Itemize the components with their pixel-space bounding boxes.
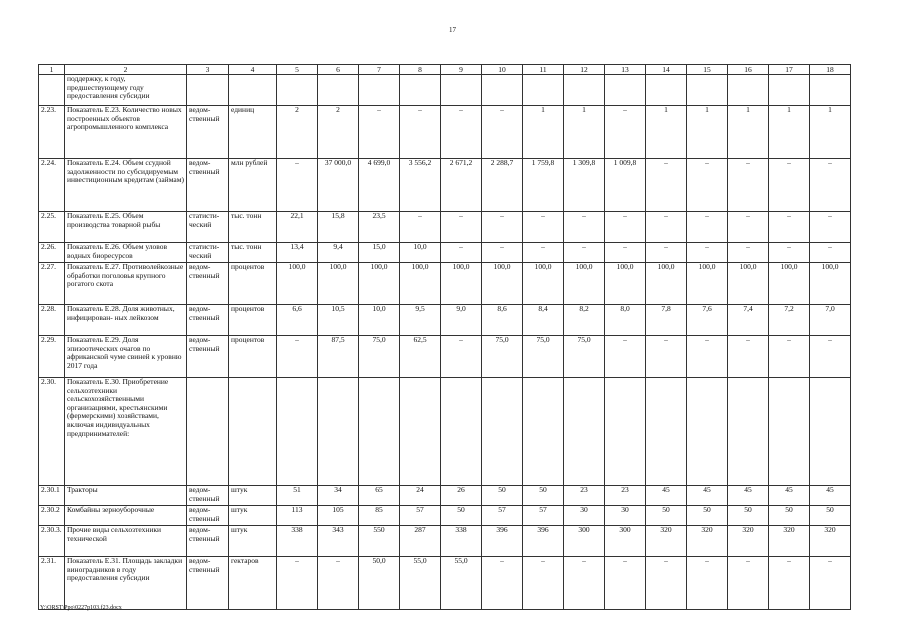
indicator-name: Показатель Е.31. Площадь закладки виноградников в году предоставления субсидии [65,557,187,610]
value-cell: 13,4 [277,243,318,263]
row-number: 2.30.1 [39,486,65,506]
value-cell: 1 [810,106,851,159]
value-cell: – [687,557,728,610]
value-cell: – [605,557,646,610]
indicator-name: Показатель Е.28. Доля животных, инфицирован- ных лейкозом [65,305,187,336]
value-cell [318,75,359,106]
value-cell: 320 [728,526,769,557]
value-cell: 320 [769,526,810,557]
data-source [187,75,229,106]
value-cell: 100,0 [728,263,769,305]
table-row [39,336,851,378]
value-cell: – [728,159,769,212]
value-cell: 338 [277,526,318,557]
value-cell [728,75,769,106]
value-cell: 396 [523,526,564,557]
value-cell: 23 [605,486,646,506]
value-cell [523,75,564,106]
header-cell: 14 [646,65,687,75]
value-cell: – [605,212,646,243]
unit: млн рублей [229,159,277,212]
value-cell: – [523,557,564,610]
indicator-name: Показатель Е.30. Приобретение сельхозтехники сельскохозяйственными организациями, крестьянскими (фермерскими) хозяйствами, включая индивидуальных предпринимателей: [65,378,187,486]
value-cell: 343 [318,526,359,557]
value-cell: 100,0 [564,263,605,305]
value-cell: 57 [400,506,441,526]
value-cell: 320 [687,526,728,557]
value-cell: 6,6 [277,305,318,336]
value-cell: 15,8 [318,212,359,243]
unit [229,75,277,106]
table-row [39,526,851,557]
value-cell: 55,0 [441,557,482,610]
value-cell: 34 [318,486,359,506]
value-cell [687,378,728,486]
value-cell: 1 [728,106,769,159]
indicator-name: Комбайны зерноуборочные [65,506,187,526]
unit: штук [229,486,277,506]
value-cell: – [523,212,564,243]
value-cell: – [277,336,318,378]
value-cell: – [687,243,728,263]
value-cell: 45 [687,486,728,506]
value-cell: – [400,212,441,243]
value-cell: 8,4 [523,305,564,336]
value-cell: 45 [769,486,810,506]
data-source: ведом- ственный [187,486,229,506]
value-cell: 287 [400,526,441,557]
unit: процентов [229,263,277,305]
value-cell: 87,5 [318,336,359,378]
indicator-name: Показатель Е.29. Доля эпизоотических очагов по африканской чуме свиней к уровню 2017 года [65,336,187,378]
unit: тыс. тонн [229,212,277,243]
value-cell: – [728,336,769,378]
value-cell: 100,0 [769,263,810,305]
value-cell: 45 [646,486,687,506]
value-cell: 7,6 [687,305,728,336]
row-number: 2.25. [39,212,65,243]
value-cell: 1 [769,106,810,159]
value-cell: 100,0 [277,263,318,305]
row-number: 2.29. [39,336,65,378]
value-cell: 1 009,8 [605,159,646,212]
row-number: 2.24. [39,159,65,212]
value-cell: 100,0 [646,263,687,305]
header-cell: 17 [769,65,810,75]
value-cell: 1 309,8 [564,159,605,212]
value-cell [728,378,769,486]
value-cell: 100,0 [318,263,359,305]
value-cell: 300 [564,526,605,557]
row-number: 2.23. [39,106,65,159]
value-cell [277,378,318,486]
indicator-name: поддержку, к году, предшествующему году предоставления субсидии [65,75,187,106]
indicator-name: Показатель Е.27. Противолейкозные обработки поголовья крупного рогатого скота [65,263,187,305]
unit: процентов [229,336,277,378]
value-cell: – [564,557,605,610]
value-cell: – [646,336,687,378]
value-cell: 1 759,8 [523,159,564,212]
table-row [39,106,851,159]
indicator-name: Показатель Е.25. Объем производства товарной рыбы [65,212,187,243]
value-cell: – [769,243,810,263]
value-cell: 338 [441,526,482,557]
value-cell: 50 [728,506,769,526]
value-cell [810,378,851,486]
value-cell: – [769,212,810,243]
value-cell: 7,4 [728,305,769,336]
value-cell: – [482,106,523,159]
value-cell: 320 [810,526,851,557]
value-cell: 57 [482,506,523,526]
unit: процентов [229,305,277,336]
value-cell: 7,2 [769,305,810,336]
data-source: ведом- ственный [187,106,229,159]
value-cell: – [646,243,687,263]
value-cell [523,378,564,486]
value-cell: 50 [646,506,687,526]
header-cell: 3 [187,65,229,75]
value-cell: 51 [277,486,318,506]
value-cell: – [277,557,318,610]
value-cell: – [605,106,646,159]
value-cell: 75,0 [523,336,564,378]
value-cell: 37 000,0 [318,159,359,212]
value-cell: 30 [605,506,646,526]
value-cell: – [769,557,810,610]
row-number: 2.30.3. [39,526,65,557]
row-number: 2.30. [39,378,65,486]
header-cell: 18 [810,65,851,75]
value-cell [482,75,523,106]
value-cell: – [482,243,523,263]
value-cell: – [318,557,359,610]
value-cell: 23,5 [359,212,400,243]
data-source: ведом- ственный [187,526,229,557]
value-cell: 50 [441,506,482,526]
value-cell [400,75,441,106]
value-cell [769,378,810,486]
value-cell: 10,0 [359,305,400,336]
header-cell: 2 [65,65,187,75]
value-cell: 300 [605,526,646,557]
value-cell: 50 [687,506,728,526]
header-cell: 4 [229,65,277,75]
value-cell: 1 [564,106,605,159]
data-source: статисти- ческий [187,243,229,263]
value-cell [482,378,523,486]
value-cell: 105 [318,506,359,526]
value-cell: – [810,336,851,378]
unit: тыс. тонн [229,243,277,263]
header-cell: 9 [441,65,482,75]
header-row [39,65,851,75]
data-source [187,378,229,486]
value-cell: – [441,212,482,243]
data-source: ведом- ственный [187,263,229,305]
header-cell: 1 [39,65,65,75]
value-cell [564,75,605,106]
value-cell: 2 [318,106,359,159]
header-cell: 5 [277,65,318,75]
unit: штук [229,526,277,557]
value-cell: 3 556,2 [400,159,441,212]
value-cell: – [728,243,769,263]
table-row [39,305,851,336]
value-cell: – [646,212,687,243]
header-cell: 10 [482,65,523,75]
value-cell: 8,0 [605,305,646,336]
value-cell [646,75,687,106]
table-row [39,75,851,106]
value-cell: – [810,212,851,243]
value-cell: 1 [687,106,728,159]
value-cell: 50 [523,486,564,506]
value-cell: 9,0 [441,305,482,336]
unit: гектаров [229,557,277,610]
table-row [39,159,851,212]
indicator-name: Прочие виды сельхозтехники технической [65,526,187,557]
value-cell: – [441,243,482,263]
data-source: ведом- ственный [187,159,229,212]
value-cell [441,75,482,106]
value-cell: 2 288,7 [482,159,523,212]
value-cell: – [810,557,851,610]
row-number: 2.26. [39,243,65,263]
value-cell: 550 [359,526,400,557]
value-cell: 100,0 [400,263,441,305]
value-cell: 9,5 [400,305,441,336]
table-row [39,263,851,305]
value-cell: 23 [564,486,605,506]
unit: штук [229,506,277,526]
indicator-name: Показатель Е.23. Количество новых построенных объектов агропромышленного комплекса [65,106,187,159]
value-cell [605,75,646,106]
row-number: 2.30.2 [39,506,65,526]
value-cell: 100,0 [810,263,851,305]
value-cell [810,75,851,106]
value-cell: – [359,106,400,159]
value-cell: – [400,106,441,159]
row-number [39,75,65,106]
value-cell: – [769,159,810,212]
value-cell: 100,0 [605,263,646,305]
value-cell: 22,1 [277,212,318,243]
data-source: ведом- ственный [187,305,229,336]
value-cell: 75,0 [359,336,400,378]
unit: единиц [229,106,277,159]
value-cell: – [810,243,851,263]
value-cell: 7,8 [646,305,687,336]
value-cell: 26 [441,486,482,506]
header-cell: 16 [728,65,769,75]
data-source: статисти- ческий [187,212,229,243]
value-cell: – [728,212,769,243]
data-source: ведом- ственный [187,506,229,526]
value-cell [605,378,646,486]
value-cell: 2 [277,106,318,159]
value-cell: – [646,557,687,610]
header-cell: 15 [687,65,728,75]
value-cell [646,378,687,486]
value-cell: 30 [564,506,605,526]
data-source: ведом- ственный [187,336,229,378]
value-cell: 50 [482,486,523,506]
value-cell: – [482,557,523,610]
indicators-table [38,64,851,610]
value-cell: – [564,212,605,243]
value-cell: 100,0 [482,263,523,305]
value-cell: 50,0 [359,557,400,610]
value-cell: 320 [646,526,687,557]
value-cell: – [441,106,482,159]
table-row [39,557,851,610]
value-cell: 50 [810,506,851,526]
value-cell: 4 699,0 [359,159,400,212]
indicator-name: Показатель Е.24. Объем ссудной задолженности по субсидируемым инвестиционным кредитам (займам) [65,159,187,212]
value-cell: 1 [523,106,564,159]
value-cell: 100,0 [687,263,728,305]
value-cell: 75,0 [482,336,523,378]
value-cell: 8,6 [482,305,523,336]
row-number: 2.28. [39,305,65,336]
value-cell: 50 [769,506,810,526]
value-cell: 9,4 [318,243,359,263]
row-number: 2.27. [39,263,65,305]
row-number: 2.31. [39,557,65,610]
header-cell: 13 [605,65,646,75]
data-source: ведом- ственный [187,557,229,610]
value-cell [318,378,359,486]
value-cell [769,75,810,106]
value-cell: – [687,212,728,243]
value-cell: – [728,557,769,610]
table-row [39,486,851,506]
table-row [39,506,851,526]
value-cell: – [523,243,564,263]
header-cell: 12 [564,65,605,75]
value-cell: 45 [728,486,769,506]
value-cell [441,378,482,486]
value-cell: – [605,243,646,263]
value-cell: – [605,336,646,378]
value-cell: 7,0 [810,305,851,336]
page-number: 17 [449,26,456,34]
value-cell: 100,0 [441,263,482,305]
indicator-name: Показатель Е.26. Объем уловов водных биоресурсов [65,243,187,263]
header-cell: 11 [523,65,564,75]
value-cell [277,75,318,106]
value-cell: 65 [359,486,400,506]
value-cell: – [441,336,482,378]
value-cell: 75,0 [564,336,605,378]
value-cell: 57 [523,506,564,526]
value-cell [400,378,441,486]
unit [229,378,277,486]
value-cell: – [687,159,728,212]
value-cell: 8,2 [564,305,605,336]
value-cell: – [277,159,318,212]
value-cell: 85 [359,506,400,526]
value-cell [687,75,728,106]
file-path-footer: Y:\ORST\Ppo\0227p103.f23.docx [40,605,122,611]
value-cell: 1 [646,106,687,159]
value-cell: 113 [277,506,318,526]
table-row [39,378,851,486]
value-cell: 15,0 [359,243,400,263]
value-cell: 10,5 [318,305,359,336]
value-cell: 62,5 [400,336,441,378]
value-cell: – [564,243,605,263]
table-row [39,212,851,243]
table-row [39,243,851,263]
value-cell: 396 [482,526,523,557]
value-cell: 100,0 [523,263,564,305]
value-cell: 100,0 [359,263,400,305]
value-cell: 45 [810,486,851,506]
value-cell [564,378,605,486]
indicator-name: Тракторы [65,486,187,506]
value-cell: – [810,159,851,212]
value-cell: – [769,336,810,378]
header-cell: 6 [318,65,359,75]
value-cell [359,75,400,106]
header-cell: 7 [359,65,400,75]
value-cell: – [482,212,523,243]
value-cell: 55,0 [400,557,441,610]
value-cell: 10,0 [400,243,441,263]
value-cell: 24 [400,486,441,506]
value-cell: 2 671,2 [441,159,482,212]
value-cell: – [646,159,687,212]
header-cell: 8 [400,65,441,75]
value-cell [359,378,400,486]
value-cell: – [687,336,728,378]
